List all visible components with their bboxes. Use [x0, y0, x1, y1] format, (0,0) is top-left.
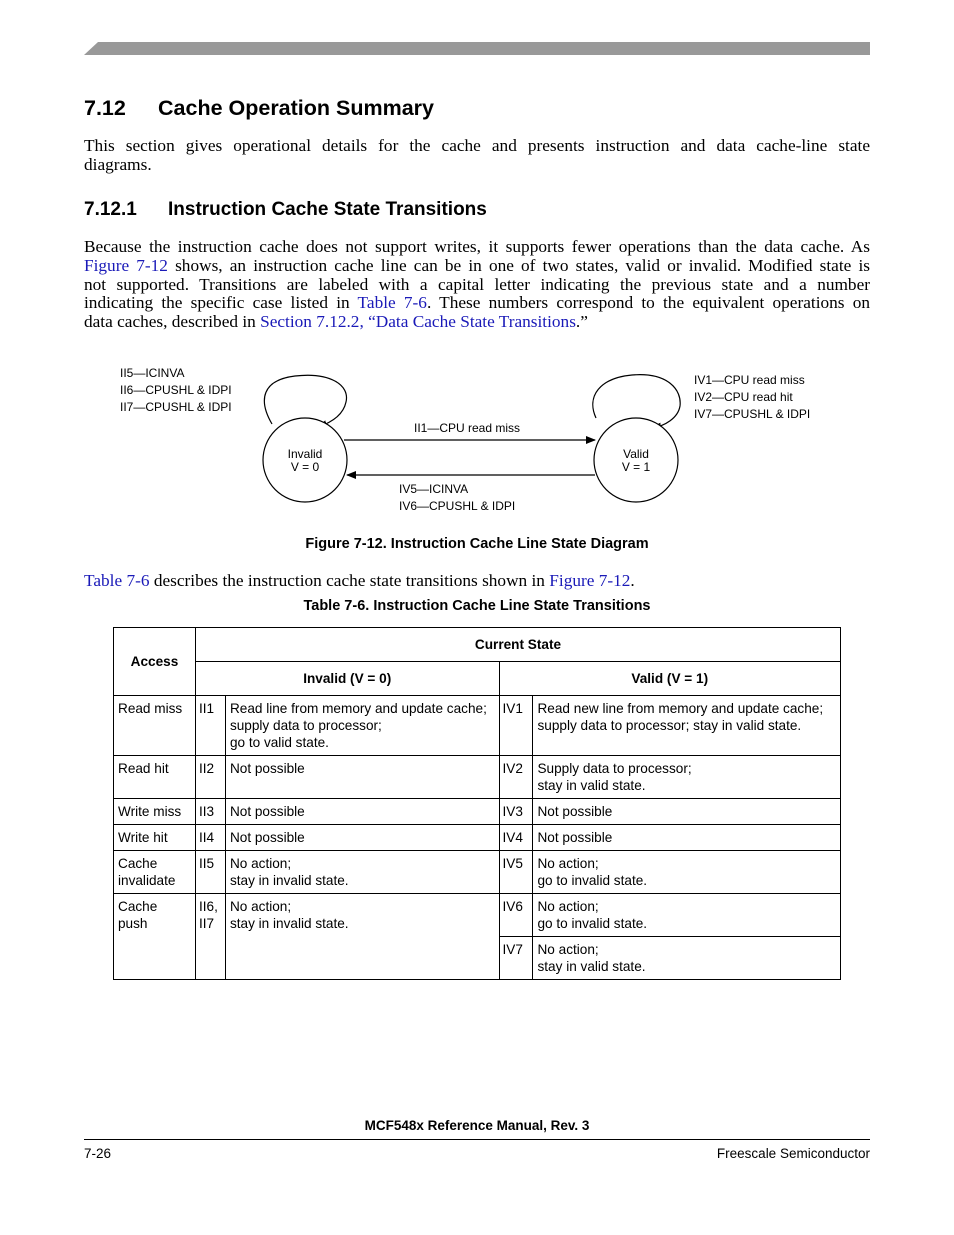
- figure-caption: Figure 7-12. Instruction Cache Line State Diagram: [305, 536, 649, 552]
- invalid-description-cell-line: Not possible: [229, 804, 305, 819]
- valid-description-cell: [533, 799, 841, 825]
- page-number: 7-26: [84, 1146, 112, 1161]
- access-cell: [114, 696, 196, 756]
- invalid-code-cell: [195, 851, 225, 894]
- valid-description-cell-line: supply data to processor; stay in valid state.: [537, 718, 802, 733]
- table-intro: [84, 572, 870, 591]
- invalid-description-cell-line: No action;: [229, 899, 292, 914]
- valid-description-cell-line: go to invalid state.: [537, 916, 648, 931]
- valid-code-cell: [499, 696, 533, 756]
- invalid-description-cell-line: No action;: [229, 856, 292, 871]
- valid-description-cell-line: stay in valid state.: [537, 778, 646, 793]
- invalid-loop-label: II5—ICINVA: [120, 366, 185, 380]
- table-intro-end: .: [630, 571, 635, 590]
- valid-code-cell: [499, 799, 533, 825]
- invalid-code-cell-line: II7: [198, 916, 215, 931]
- table-7-6-link[interactable]: Table 7-6: [357, 293, 427, 313]
- invalid-code-cell: [195, 825, 225, 851]
- header-access: Access: [114, 628, 196, 696]
- access-cell-line: Cache: [118, 899, 158, 914]
- top-arrow-label: II1—CPU read miss: [414, 421, 521, 435]
- valid-description-cell-line: Supply data to processor;: [537, 761, 692, 776]
- access-cell: [114, 756, 196, 799]
- figure-7-12-link[interactable]: Figure 7-12: [549, 571, 631, 590]
- paragraph-text: shows, an instruction cache line can be in one of two states, valid or invalid. Modified state is: [167, 255, 870, 275]
- access-cell-line: Cache: [118, 856, 158, 871]
- invalid-loop-label: II6—CPUSHL & IDPI: [120, 383, 232, 397]
- paragraph-line: [84, 313, 870, 332]
- invalid-description-cell-line: Not possible: [229, 761, 305, 776]
- valid-code-cell: [499, 825, 533, 851]
- invalid-code-cell-line: II3: [198, 804, 215, 819]
- figure-7-12-link[interactable]: Figure 7-12: [84, 255, 168, 275]
- invalid-description-cell-line: Read line from memory and update cache;: [229, 701, 487, 716]
- valid-code-cell-line: IV1: [502, 701, 523, 716]
- valid-loop-label: IV1—CPU read miss: [694, 373, 805, 387]
- header-invalid: Invalid (V = 0): [195, 662, 499, 696]
- table-caption: Table 7-6. Instruction Cache Line State Transitions: [303, 598, 651, 614]
- invalid-description-cell: [225, 799, 499, 825]
- section-7-12-2-link[interactable]: Section 7.12.2, “Data Cache State Transitions: [260, 312, 576, 332]
- valid-state-label: Valid: [623, 447, 649, 461]
- footer-divider: [84, 1139, 870, 1140]
- valid-code-cell-line: IV4: [502, 830, 523, 845]
- table-row: [114, 756, 841, 799]
- access-cell-line: Read miss: [118, 701, 183, 716]
- invalid-description-cell: [225, 696, 499, 756]
- paragraph-text: . These numbers correspond to the equivalent operations on: [426, 293, 870, 313]
- valid-description-cell: [533, 696, 841, 756]
- access-cell: [114, 825, 196, 851]
- valid-description-cell-line: Not possible: [537, 804, 613, 819]
- valid-loop-label: IV2—CPU read hit: [694, 390, 793, 404]
- section-intro: [84, 137, 870, 175]
- table-row: [114, 799, 841, 825]
- invalid-description-cell-line: supply data to processor;: [229, 718, 382, 733]
- paragraph-line: [84, 294, 870, 313]
- valid-description-cell-line: No action;: [537, 856, 599, 871]
- paragraph-text: .”: [575, 312, 588, 332]
- valid-code-cell: [499, 851, 533, 894]
- section-title: Cache Operation Summary: [158, 96, 435, 120]
- header-bar: [0, 0, 954, 60]
- access-cell: [114, 894, 196, 980]
- bottom-arrow-label: IV6—CPUSHL & IDPI: [399, 499, 516, 513]
- paragraph-line: [84, 257, 870, 276]
- table-intro-text: describes the instruction cache state transitions shown in: [149, 571, 550, 590]
- subsection-heading: [84, 199, 487, 221]
- valid-description-cell-line: Not possible: [537, 830, 613, 845]
- subsection-title: Instruction Cache State Transitions: [168, 199, 487, 220]
- valid-description-cell-line: No action;: [537, 942, 599, 957]
- access-cell-line: Write miss: [118, 804, 182, 819]
- valid-loop-label: IV7—CPUSHL & IDPI: [694, 407, 811, 421]
- section-number: 7.12: [84, 96, 126, 120]
- valid-description-cell-line: No action;: [537, 899, 599, 914]
- state-diagram: [0, 355, 954, 515]
- table-intro-line: [84, 572, 870, 591]
- header-current-state: Current State: [195, 628, 840, 662]
- invalid-description-cell: [225, 825, 499, 851]
- header-valid: Valid (V = 1): [499, 662, 841, 696]
- table-row: [114, 894, 841, 937]
- table-header-row: [114, 662, 841, 696]
- intro-line: diagrams.: [84, 154, 152, 174]
- valid-description-cell-line: go to invalid state.: [537, 873, 648, 888]
- invalid-description-cell-line: stay in invalid state.: [229, 916, 349, 931]
- invalid-code-cell-line: II2: [198, 761, 215, 776]
- valid-code-cell: [499, 756, 533, 799]
- intro-line: This section gives operational details for the cache and presents instruction and data cache-line state: [84, 136, 870, 155]
- valid-description-cell-line: stay in valid state.: [537, 959, 646, 974]
- invalid-code-cell-line: II1: [198, 701, 215, 716]
- table-row: [114, 825, 841, 851]
- access-cell: [114, 799, 196, 825]
- valid-description-cell: [533, 756, 841, 799]
- invalid-description-cell: [225, 851, 499, 894]
- invalid-loop-label: II7—CPUSHL & IDPI: [120, 400, 232, 414]
- valid-code-cell: IV6: [499, 894, 533, 937]
- access-cell-line: Read hit: [118, 761, 169, 776]
- valid-state-value: V = 1: [621, 460, 651, 474]
- access-cell-line: push: [118, 916, 148, 931]
- invalid-code-cell: [195, 696, 225, 756]
- subsection-number: 7.12.1: [84, 199, 137, 220]
- valid-code-cell: IV7: [499, 937, 533, 980]
- bottom-arrow-label: IV5—ICINVA: [399, 482, 469, 496]
- access-cell-line: invalidate: [118, 873, 176, 888]
- invalid-description-cell-line: go to valid state.: [229, 735, 329, 750]
- state-transitions-table: [113, 627, 841, 980]
- invalid-code-cell: [195, 756, 225, 799]
- valid-code-cell-line: IV5: [502, 856, 523, 871]
- table-row: [114, 696, 841, 756]
- invalid-description-cell: [225, 756, 499, 799]
- valid-code-cell-line: IV2: [502, 761, 523, 776]
- access-cell-line: Write hit: [118, 830, 168, 845]
- valid-description-cell: [533, 937, 841, 980]
- invalid-description-cell: [225, 894, 499, 980]
- valid-description-cell: [533, 851, 841, 894]
- table-header-row: [114, 628, 841, 662]
- valid-description-cell: [533, 825, 841, 851]
- valid-description-cell: [533, 894, 841, 937]
- valid-code-cell-line: IV3: [502, 804, 523, 819]
- table-7-6-link[interactable]: Table 7-6: [84, 571, 150, 590]
- invalid-code-cell-line: II5: [198, 856, 215, 871]
- paragraph-line: Because the instruction cache does not support writes, it supports fewer operations than the data cache. As: [84, 237, 870, 256]
- company-name: Freescale Semiconductor: [716, 1146, 870, 1161]
- paragraph-line: not supported. Transitions are labeled with a capital letter indicating the previous state and a number: [84, 274, 870, 294]
- invalid-code-cell: [195, 894, 225, 980]
- access-cell: [114, 851, 196, 894]
- paragraph-text: indicating the specific case listed in: [84, 293, 358, 313]
- table-row: [114, 851, 841, 894]
- valid-description-cell-line: Read new line from memory and update cache;: [537, 701, 824, 716]
- footer-title: MCF548x Reference Manual, Rev. 3: [364, 1118, 590, 1133]
- section-heading: [84, 96, 434, 121]
- invalid-description-cell-line: Not possible: [229, 830, 305, 845]
- invalid-description-cell-line: stay in invalid state.: [229, 873, 349, 888]
- subsection-paragraph: [84, 238, 870, 332]
- paragraph-text: data caches, described in: [84, 312, 261, 332]
- invalid-code-cell: [195, 799, 225, 825]
- invalid-state-label: Invalid: [287, 447, 323, 461]
- invalid-state-value: V = 0: [290, 460, 320, 474]
- invalid-code-cell-line: II6,: [198, 899, 218, 914]
- invalid-code-cell-line: II4: [198, 830, 215, 845]
